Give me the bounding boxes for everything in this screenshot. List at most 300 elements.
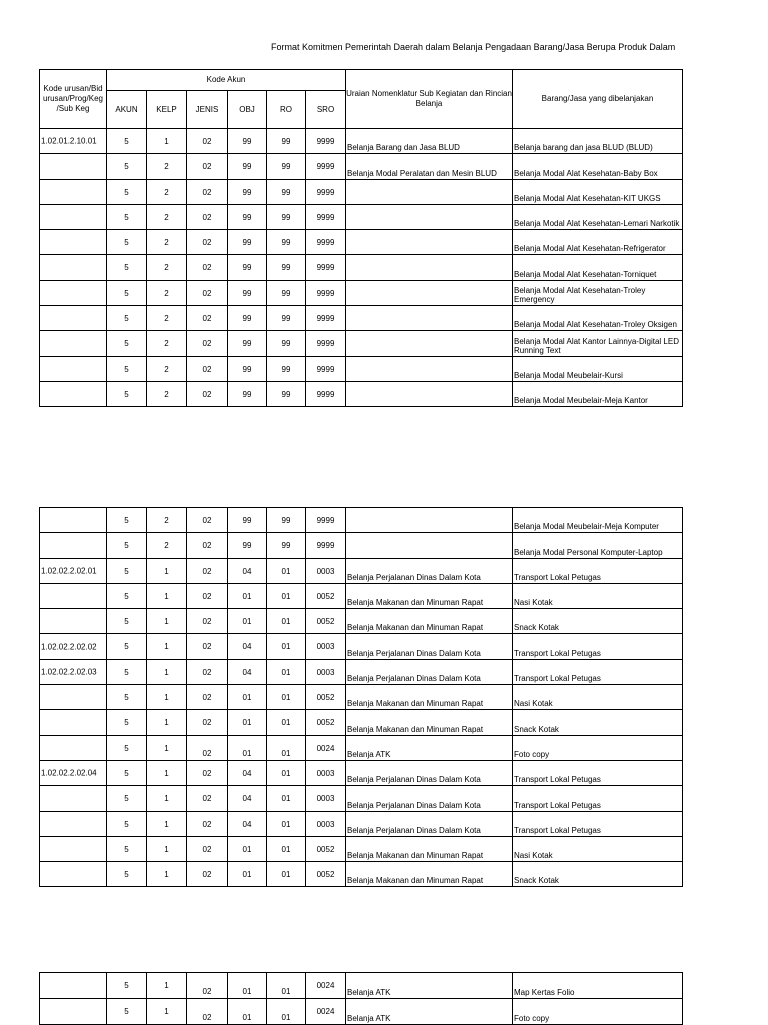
ro-text: 01	[281, 693, 291, 703]
obj-text: 04	[242, 794, 252, 804]
obj-cell	[228, 306, 267, 331]
kode-text: 1.02.01.2.10.01	[41, 136, 97, 146]
barang-text: Nasi Kotak	[514, 851, 553, 861]
sro-cell	[306, 331, 346, 356]
obj-cell	[228, 760, 267, 785]
uraian-cell	[346, 306, 513, 331]
sro-cell	[306, 255, 346, 280]
akun-cell	[107, 154, 147, 179]
ro-cell	[267, 760, 306, 785]
sro-cell	[306, 735, 346, 760]
obj-cell	[228, 634, 267, 659]
jenis-cell	[187, 811, 228, 836]
kode-cell	[40, 533, 107, 558]
table-row	[40, 999, 683, 1025]
kode-cell	[40, 609, 107, 634]
obj-text: 01	[242, 844, 252, 854]
uraian-cell	[346, 558, 513, 583]
ro-cell	[267, 786, 306, 811]
akun-cell	[107, 230, 147, 255]
kelp-cell	[147, 204, 187, 229]
ro-text: 01	[281, 768, 291, 778]
kode-text: 1.02.02.2.02.01	[41, 566, 97, 576]
ro-text: 99	[281, 238, 291, 248]
jenis-cell	[187, 154, 228, 179]
obj-text: 01	[242, 718, 252, 728]
kode-cell	[40, 634, 107, 659]
obj-cell	[228, 508, 267, 533]
sro-cell	[306, 179, 346, 204]
sro-cell	[306, 129, 346, 154]
ro-cell	[267, 204, 306, 229]
kelp-text: 2	[164, 339, 169, 349]
obj-cell	[228, 685, 267, 710]
jenis-text: 02	[202, 642, 212, 652]
kode-cell	[40, 331, 107, 356]
kelp-text: 2	[164, 263, 169, 273]
barang-text: Belanja barang dan jasa BLUD (BLUD)	[514, 143, 653, 153]
uraian-cell	[346, 760, 513, 785]
jenis-text: 02	[202, 566, 212, 576]
jenis-text: 02	[202, 339, 212, 349]
akun-cell	[107, 685, 147, 710]
kelp-text: 1	[164, 693, 169, 703]
uraian-cell	[346, 179, 513, 204]
akun-cell	[107, 533, 147, 558]
jenis-text: 02	[202, 263, 212, 273]
sro-cell	[306, 558, 346, 583]
kelp-cell	[147, 685, 187, 710]
obj-cell	[228, 255, 267, 280]
ro-text: 99	[281, 339, 291, 349]
kode-cell	[40, 583, 107, 608]
akun-text: 5	[124, 389, 129, 399]
kelp-text: 2	[164, 288, 169, 298]
barang-text: Belanja Modal Meubelair-Meja Komputer	[514, 522, 659, 532]
ro-text: 01	[281, 617, 291, 627]
kelp-cell	[147, 760, 187, 785]
jenis-text: 02	[202, 137, 212, 146]
sro-text: 9999	[316, 516, 335, 525]
barang-cell	[513, 558, 683, 583]
kelp-cell	[147, 836, 187, 861]
barang-text: Map Kertas Folio	[514, 988, 575, 997]
sro-cell	[306, 685, 346, 710]
jenis-cell	[187, 129, 228, 154]
ro-cell	[267, 710, 306, 735]
barang-cell	[513, 381, 683, 406]
sro-text: 0024	[316, 743, 335, 753]
kode-cell	[40, 973, 107, 999]
kelp-cell	[147, 255, 187, 280]
ro-text: 99	[281, 162, 291, 172]
obj-text: 04	[242, 768, 252, 778]
sro-text: 0052	[316, 718, 335, 728]
table-row	[40, 760, 683, 785]
sro-cell	[306, 230, 346, 255]
jenis-text: 02	[202, 617, 212, 627]
jenis-cell	[187, 331, 228, 356]
kelp-cell	[147, 710, 187, 735]
kode-cell	[40, 558, 107, 583]
ro-text: 01	[281, 642, 291, 652]
akun-text: 5	[124, 212, 129, 222]
sro-text: 0003	[316, 642, 335, 652]
jenis-cell	[187, 609, 228, 634]
jenis-cell	[187, 634, 228, 659]
jenis-text: 02	[202, 212, 212, 222]
obj-cell	[228, 154, 267, 179]
sro-cell	[306, 154, 346, 179]
obj-text: 04	[242, 667, 252, 677]
jenis-text: 02	[202, 238, 212, 248]
barang-text: Belanja Modal Alat Kesehatan-Refrigerator	[514, 244, 666, 254]
ro-text: 01	[281, 987, 291, 996]
table-row	[40, 710, 683, 735]
table-row	[40, 609, 683, 634]
table-row	[40, 862, 683, 887]
table-row	[40, 583, 683, 608]
table-row	[40, 836, 683, 861]
ro-cell	[267, 508, 306, 533]
kelp-cell	[147, 508, 187, 533]
barang-text: Belanja Modal Alat Kesehatan-Lemari Narkotik	[514, 219, 680, 229]
header-jenis: JENIS	[187, 91, 228, 129]
akun-cell	[107, 862, 147, 887]
jenis-cell	[187, 685, 228, 710]
akun-cell	[107, 811, 147, 836]
jenis-text: 02	[202, 667, 212, 677]
sro-cell	[306, 533, 346, 558]
akun-cell	[107, 786, 147, 811]
akun-cell	[107, 306, 147, 331]
ro-cell	[267, 836, 306, 861]
kode-cell	[40, 760, 107, 785]
kelp-text: 1	[164, 768, 169, 778]
header-ro: RO	[267, 91, 306, 129]
sro-cell	[306, 811, 346, 836]
akun-text: 5	[124, 1007, 129, 1016]
barang-cell	[513, 634, 683, 659]
akun-text: 5	[124, 642, 129, 652]
kode-cell	[40, 999, 107, 1025]
table-row	[40, 735, 683, 760]
ro-cell	[267, 609, 306, 634]
kelp-cell	[147, 129, 187, 154]
akun-cell	[107, 255, 147, 280]
kode-text: 1.02.02.2.02.02	[41, 642, 97, 652]
ro-text: 01	[281, 591, 291, 601]
akun-text: 5	[124, 591, 129, 601]
uraian-cell	[346, 786, 513, 811]
ro-text: 99	[281, 137, 291, 146]
ro-cell	[267, 533, 306, 558]
obj-text: 99	[242, 263, 252, 273]
sro-cell	[306, 659, 346, 684]
sro-text: 9999	[316, 339, 335, 349]
barang-text: Transport Lokal Petugas	[514, 825, 601, 835]
barang-text: Belanja Modal Personal Komputer-Laptop	[514, 547, 663, 557]
akun-text: 5	[124, 870, 129, 880]
kode-cell	[40, 659, 107, 684]
kode-cell	[40, 230, 107, 255]
obj-cell	[228, 230, 267, 255]
barang-text: Transport Lokal Petugas	[514, 800, 601, 810]
ro-text: 01	[281, 748, 291, 758]
ro-cell	[267, 331, 306, 356]
ro-text: 99	[281, 541, 291, 551]
kelp-text: 1	[164, 981, 169, 990]
ro-cell	[267, 306, 306, 331]
table-row	[40, 973, 683, 999]
jenis-text: 02	[202, 314, 212, 324]
commitment-table-1	[39, 69, 683, 407]
jenis-cell	[187, 230, 228, 255]
obj-cell	[228, 179, 267, 204]
akun-cell	[107, 583, 147, 608]
akun-cell	[107, 381, 147, 406]
table-row	[40, 129, 683, 154]
kelp-cell	[147, 280, 187, 305]
ro-text: 01	[281, 566, 291, 576]
akun-text: 5	[124, 844, 129, 854]
sro-text: 9999	[316, 314, 335, 324]
ro-cell	[267, 999, 306, 1025]
barang-cell	[513, 760, 683, 785]
akun-cell	[107, 179, 147, 204]
uraian-cell	[346, 634, 513, 659]
kode-cell	[40, 862, 107, 887]
barang-text: Belanja Modal Alat Kesehatan-Baby Box	[514, 168, 658, 178]
jenis-cell	[187, 862, 228, 887]
uraian-text: Belanja Perjalanan Dinas Dalam Kota	[347, 648, 481, 658]
table-row	[40, 786, 683, 811]
jenis-cell	[187, 280, 228, 305]
obj-text: 99	[242, 389, 252, 399]
sro-text: 9999	[316, 263, 335, 273]
sro-cell	[306, 634, 346, 659]
ro-text: 01	[281, 667, 291, 677]
sro-cell	[306, 583, 346, 608]
jenis-text: 02	[202, 591, 212, 601]
barang-text: Belanja Modal Alat Kesehatan-KIT UKGS	[514, 193, 661, 203]
barang-cell	[513, 862, 683, 887]
akun-cell	[107, 280, 147, 305]
header-barang-jasa: Barang/Jasa yang dibelanjakan	[513, 70, 683, 129]
document-title: Format Komitmen Pemerintah Daerah dalam Belanja Pengadaan Barang/Jasa Berupa Produk Dalam	[271, 42, 676, 52]
obj-cell	[228, 973, 267, 999]
obj-cell	[228, 331, 267, 356]
jenis-text: 02	[202, 987, 212, 996]
sro-text: 0024	[316, 1007, 335, 1016]
jenis-text: 02	[202, 844, 212, 854]
obj-text: 01	[242, 617, 252, 627]
kelp-text: 2	[164, 212, 169, 222]
uraian-text: Belanja Makanan dan Minuman Rapat	[347, 724, 484, 734]
barang-text: Belanja Modal Alat Kesehatan-Troley Emergency	[514, 286, 646, 305]
ro-text: 99	[281, 212, 291, 222]
sro-text: 0003	[316, 667, 335, 677]
akun-cell	[107, 710, 147, 735]
barang-text: Belanja Modal Meubelair-Meja Kantor	[514, 396, 648, 406]
kelp-text: 2	[164, 162, 169, 172]
commitment-table-3	[39, 972, 683, 1025]
sro-text: 9999	[316, 541, 335, 551]
header-kelp: KELP	[147, 91, 187, 129]
uraian-cell	[346, 999, 513, 1025]
akun-cell	[107, 634, 147, 659]
uraian-cell	[346, 331, 513, 356]
kelp-cell	[147, 999, 187, 1025]
kelp-text: 1	[164, 870, 169, 880]
ro-cell	[267, 659, 306, 684]
barang-cell	[513, 710, 683, 735]
kode-cell	[40, 154, 107, 179]
sro-cell	[306, 204, 346, 229]
sro-text: 0003	[316, 819, 335, 829]
akun-text: 5	[124, 819, 129, 829]
sro-text: 0003	[316, 794, 335, 804]
barang-text: Transport Lokal Petugas	[514, 674, 601, 684]
akun-text: 5	[124, 768, 129, 778]
kelp-cell	[147, 533, 187, 558]
barang-text: Nasi Kotak	[514, 699, 553, 709]
table-row	[40, 356, 683, 381]
ro-cell	[267, 280, 306, 305]
kelp-cell	[147, 735, 187, 760]
table-row	[40, 558, 683, 583]
uraian-cell	[346, 609, 513, 634]
akun-text: 5	[124, 314, 129, 324]
obj-text: 99	[242, 314, 252, 324]
akun-text: 5	[124, 743, 129, 753]
uraian-text: Belanja ATK	[347, 1014, 391, 1023]
jenis-cell	[187, 558, 228, 583]
kelp-text: 1	[164, 743, 169, 753]
barang-text: Transport Lokal Petugas	[514, 775, 601, 785]
uraian-text: Belanja Perjalanan Dinas Dalam Kota	[347, 775, 481, 785]
barang-cell	[513, 786, 683, 811]
jenis-cell	[187, 204, 228, 229]
kode-cell	[40, 786, 107, 811]
kode-cell	[40, 508, 107, 533]
kelp-cell	[147, 634, 187, 659]
jenis-text: 02	[202, 162, 212, 172]
ro-cell	[267, 230, 306, 255]
barang-cell	[513, 609, 683, 634]
obj-cell	[228, 280, 267, 305]
uraian-text: Belanja Makanan dan Minuman Rapat	[347, 876, 484, 886]
ro-text: 99	[281, 516, 291, 525]
uraian-cell	[346, 973, 513, 999]
sro-cell	[306, 862, 346, 887]
akun-text: 5	[124, 566, 129, 576]
akun-text: 5	[124, 981, 129, 990]
obj-text: 01	[242, 870, 252, 880]
jenis-cell	[187, 533, 228, 558]
akun-cell	[107, 973, 147, 999]
uraian-cell	[346, 583, 513, 608]
kelp-text: 1	[164, 819, 169, 829]
uraian-text: Belanja Makanan dan Minuman Rapat	[347, 699, 484, 709]
kode-cell	[40, 836, 107, 861]
header-kode-akun: Kode Akun	[107, 70, 346, 91]
sro-text: 0052	[316, 617, 335, 627]
kelp-cell	[147, 558, 187, 583]
akun-cell	[107, 129, 147, 154]
ro-cell	[267, 558, 306, 583]
jenis-cell	[187, 306, 228, 331]
jenis-cell	[187, 255, 228, 280]
kelp-text: 1	[164, 667, 169, 677]
ro-cell	[267, 685, 306, 710]
jenis-cell	[187, 999, 228, 1025]
akun-cell	[107, 999, 147, 1025]
sro-text: 0052	[316, 870, 335, 880]
uraian-cell	[346, 811, 513, 836]
kode-cell	[40, 811, 107, 836]
sro-cell	[306, 760, 346, 785]
kelp-cell	[147, 786, 187, 811]
jenis-cell	[187, 179, 228, 204]
header-uraian: Uraian Nomenklatur Sub Kegiatan dan Rincian Belanja	[346, 70, 513, 129]
sro-cell	[306, 609, 346, 634]
sro-text: 0024	[316, 981, 335, 990]
akun-cell	[107, 356, 147, 381]
obj-text: 99	[242, 212, 252, 222]
uraian-text: Belanja Perjalanan Dinas Dalam Kota	[347, 572, 481, 582]
akun-cell	[107, 735, 147, 760]
uraian-text: Belanja Barang dan Jasa BLUD	[347, 143, 460, 153]
barang-cell	[513, 204, 683, 229]
sro-cell	[306, 973, 346, 999]
jenis-text: 02	[202, 516, 212, 525]
sro-text: 0052	[316, 844, 335, 854]
obj-text: 99	[242, 339, 252, 349]
akun-text: 5	[124, 794, 129, 804]
kode-cell	[40, 381, 107, 406]
kode-cell	[40, 306, 107, 331]
obj-cell	[228, 862, 267, 887]
barang-cell	[513, 583, 683, 608]
kode-cell	[40, 204, 107, 229]
akun-cell	[107, 836, 147, 861]
jenis-cell	[187, 836, 228, 861]
table-row	[40, 533, 683, 558]
kode-cell	[40, 710, 107, 735]
kelp-text: 2	[164, 364, 169, 374]
jenis-text: 02	[202, 748, 212, 758]
obj-text: 01	[242, 1013, 252, 1022]
ro-text: 99	[281, 187, 291, 197]
kode-cell	[40, 255, 107, 280]
uraian-cell	[346, 836, 513, 861]
barang-cell	[513, 685, 683, 710]
kelp-cell	[147, 811, 187, 836]
ro-text: 01	[281, 819, 291, 829]
uraian-cell	[346, 356, 513, 381]
barang-cell	[513, 508, 683, 533]
ro-text: 99	[281, 389, 291, 399]
ro-cell	[267, 583, 306, 608]
kode-text: 1.02.02.2.02.04	[41, 768, 97, 778]
kelp-cell	[147, 179, 187, 204]
akun-text: 5	[124, 667, 129, 677]
ro-cell	[267, 356, 306, 381]
sro-text: 9999	[316, 288, 335, 298]
table-row	[40, 508, 683, 533]
jenis-text: 02	[202, 389, 212, 399]
